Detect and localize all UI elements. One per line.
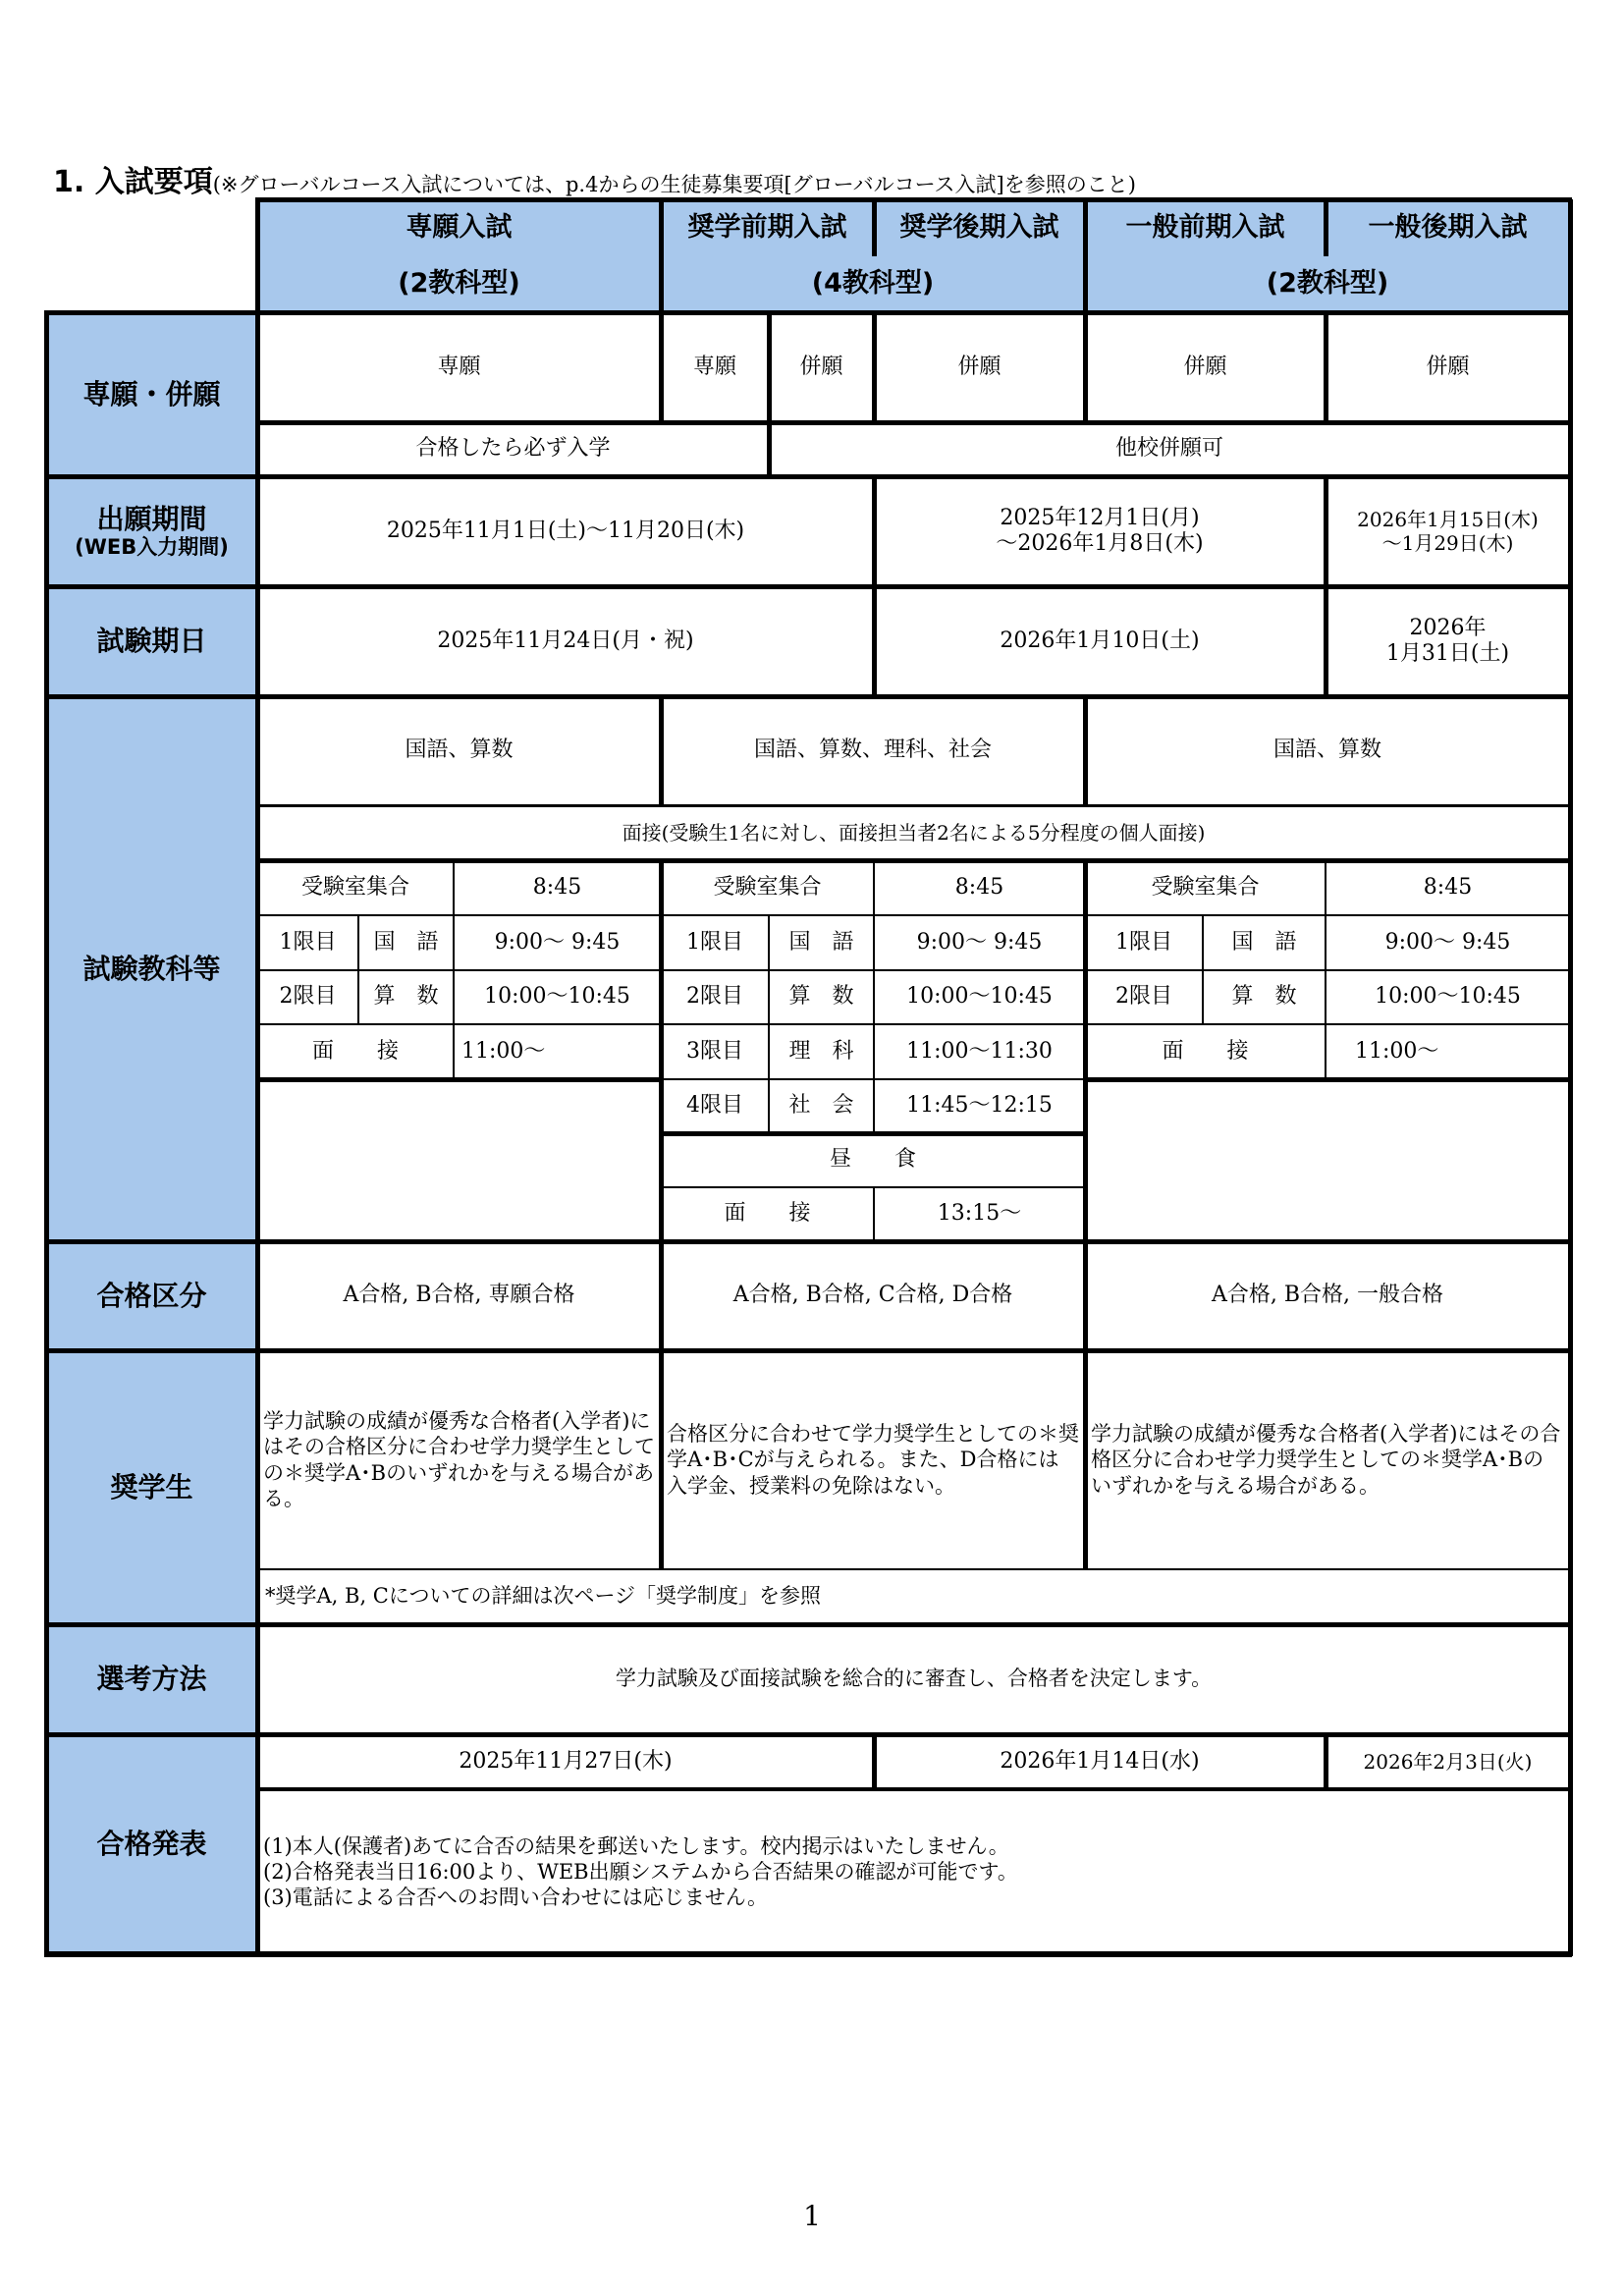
border-v (872, 476, 877, 696)
border-h (257, 1568, 1570, 1570)
border-v (1083, 696, 1088, 805)
schedule-b-subject-3: 理 科 (769, 1024, 874, 1079)
section-title (53, 157, 1136, 200)
border-h (44, 1348, 1572, 1353)
schedule-a-subject-1: 国 語 (358, 915, 454, 970)
senkan-heigan-ippan-zenki: 併願 (1085, 312, 1326, 422)
border-h (44, 1622, 1572, 1627)
announcement-note-2: (2)合格発表当日16:00より、WEB出願システムから合否結果の確認が可能です。 (263, 1859, 1018, 1884)
announcement-date-ippan: 2026年2月3日(火) (1326, 1734, 1570, 1789)
schedule-b-subject-4: 社 会 (769, 1079, 874, 1133)
border-h (661, 1078, 1085, 1080)
border-h (257, 420, 1570, 425)
row-label-senkan-heigan: 専願・併願 (46, 312, 257, 476)
border-h (661, 1023, 1085, 1025)
schedule-c-subject-2: 算 数 (1203, 970, 1326, 1024)
header-ippan-koki: 一般後期入試 (1326, 199, 1570, 256)
announcement-date-shogaku: 2026年1月14日(水) (874, 1734, 1326, 1789)
schedule-c-period-1: 1限目 (1085, 915, 1203, 970)
scholarship-note: *奨学A, B, Cについての詳細は次ページ「奨学制度」を参照 (257, 1569, 1570, 1624)
schedule-a-empty (257, 1079, 661, 1241)
border-v (659, 199, 664, 312)
schedule-b-period-2: 2限目 (661, 970, 769, 1024)
heigan-note: 他校併願可 (769, 422, 1570, 476)
border-h (257, 1077, 661, 1082)
border-h (661, 914, 1085, 916)
application-period-ippan (1326, 476, 1570, 586)
border-h (255, 197, 1572, 202)
announcement-note-1: (1)本人(保護者)あてに合否の結果を郵送いたします。校内掲示はいたしません。 (263, 1833, 1009, 1858)
border-h (44, 310, 1572, 315)
border-h (661, 1131, 1085, 1136)
exam-date-ippan (1326, 586, 1570, 696)
application-period-shogaku-line2: ～2026年1月8日(木) (996, 531, 1204, 556)
application-period-ippan-line1: 2026年1月15日(木) (1357, 508, 1539, 531)
border-v (659, 860, 664, 1241)
schedule-a-interview-time: 11:00～ (454, 1024, 661, 1079)
border-v (1083, 312, 1088, 422)
schedule-a-gather-time: 8:45 (454, 860, 661, 915)
senkan-heigan-shogaku-zenki-heigan: 併願 (769, 312, 874, 422)
header-shogaku-type: (4教科型) (661, 256, 1085, 312)
application-period-label: 出願期間 (96, 502, 207, 535)
border-v (1083, 199, 1088, 312)
pass-category-senkan: A合格, B合格, 専願合格 (257, 1241, 661, 1350)
border-v (1324, 1734, 1328, 1789)
border-h (661, 1186, 1085, 1188)
row-label-application-period (46, 476, 257, 586)
border-h (257, 969, 661, 971)
border-v (659, 696, 664, 805)
schedule-b-time-3: 11:00～11:30 (874, 1024, 1085, 1079)
schedule-c-period-2: 2限目 (1085, 970, 1203, 1024)
section-note: (※グローバルコース入試については、p.4からの生徒募集要項[グローバルコース入試]を参照のこと) (212, 173, 1136, 196)
schedule-c-subject-1: 国 語 (1203, 915, 1326, 970)
schedule-b-subject-2: 算 数 (769, 970, 874, 1024)
border-h (1085, 914, 1570, 916)
schedule-b-interview-time: 13:15～ (874, 1187, 1085, 1241)
exam-date-senkan: 2025年11月24日(月・祝) (257, 586, 874, 696)
page-number: 1 (803, 2200, 821, 2232)
border-v (1083, 1241, 1088, 1569)
interview-note: 面接(受験生1名に対し、面接担当者2名による5分程度の個人面接) (257, 805, 1570, 860)
row-label-selection: 選考方法 (46, 1624, 257, 1734)
announcement-notes (257, 1789, 1570, 1954)
schedule-b-interview-label: 面 接 (661, 1187, 874, 1241)
border-h (1085, 969, 1570, 971)
border-v (659, 312, 664, 422)
border-v (873, 1187, 875, 1241)
border-h (44, 584, 1572, 589)
announcement-note-3: (3)電話による合否へのお問い合わせには応じません。 (263, 1886, 769, 1910)
border-h (44, 1951, 1572, 1957)
header-ippan-zenki: 一般前期入試 (1085, 199, 1326, 256)
border-h (44, 474, 1572, 479)
schedule-b-time-2: 10:00～10:45 (874, 970, 1085, 1024)
border-h (257, 1023, 661, 1025)
exam-date-ippan-line2: 1月31日(土) (1385, 641, 1510, 666)
border-v (872, 199, 877, 256)
border-v (1324, 476, 1328, 696)
schedule-b-subject-1: 国 語 (769, 915, 874, 970)
schedule-c-gather-time: 8:45 (1326, 860, 1570, 915)
border-h (44, 694, 1572, 699)
schedule-a-period-2: 2限目 (257, 970, 358, 1024)
pass-category-ippan: A合格, B合格, 一般合格 (1085, 1241, 1570, 1350)
border-v (872, 1734, 877, 1789)
header-shogaku-zenki: 奨学前期入試 (661, 199, 874, 256)
header-senkan-name: 専願入試 (257, 199, 661, 256)
border-h (257, 804, 1570, 807)
border-h (44, 1239, 1572, 1244)
schedule-b-period-4: 4限目 (661, 1079, 769, 1133)
border-h (257, 1787, 1570, 1791)
senkan-note: 合格したら必ず入学 (257, 422, 769, 476)
schedule-b-period-3: 3限目 (661, 1024, 769, 1079)
row-label-subjects: 試験教科等 (46, 696, 257, 1241)
exam-date-shogaku: 2026年1月10日(土) (874, 586, 1326, 696)
scholarship-senkan: 学力試験の成績が優秀な合格者(入学者)にはその合格区分に合わせ学力奨学生としての＊奨学A･Bのいずれかを与える場合がある。 (257, 1350, 661, 1569)
schedule-a-time-1: 9:00～ 9:45 (454, 915, 661, 970)
header-ippan-type: (2教科型) (1085, 256, 1570, 312)
scholarship-shogaku: 合格区分に合わせて学力奨学生としての＊奨学A･B･Cが与えられる。また、D合格には入学金、授業料の免除はない。 (661, 1350, 1085, 1569)
application-period-shogaku (874, 476, 1326, 586)
schedule-a-period-1: 1限目 (257, 915, 358, 970)
schedule-b-time-1: 9:00～ 9:45 (874, 915, 1085, 970)
row-label-announcement: 合格発表 (46, 1734, 257, 1954)
application-period-ippan-line2: ～1月29日(木) (1381, 531, 1514, 555)
schedule-b-gather-time: 8:45 (874, 860, 1085, 915)
border-v (1324, 199, 1328, 256)
border-v (873, 860, 875, 1133)
schedule-c-interview-label: 面 接 (1085, 1024, 1326, 1079)
border-v (767, 312, 772, 476)
schedule-b-lunch: 昼 食 (661, 1133, 1085, 1187)
schedule-b-period-1: 1限目 (661, 915, 769, 970)
pass-category-shogaku: A合格, B合格, C合格, D合格 (661, 1241, 1085, 1350)
subjects-ippan: 国語、算数 (1085, 696, 1570, 805)
schedule-c-time-2: 10:00～10:45 (1326, 970, 1570, 1024)
row-label-pass-category: 合格区分 (46, 1241, 257, 1350)
schedule-c-interview-time: 11:00～ (1326, 1024, 1570, 1079)
announcement-date-senkan: 2025年11月27日(木) (257, 1734, 874, 1789)
schedule-c-gather-label: 受験室集合 (1085, 860, 1326, 915)
senkan-heigan-shogaku-zenki-senkan: 専願 (661, 312, 769, 422)
schedule-a-time-2: 10:00～10:45 (454, 970, 661, 1024)
schedule-c-empty (1085, 1079, 1570, 1241)
application-period-shogaku-line1: 2025年12月1日(月) (1000, 505, 1200, 530)
header-senkan-type: (2教科型) (257, 256, 661, 312)
senkan-heigan-ippan-koki: 併願 (1326, 312, 1570, 422)
application-period-sublabel: (WEB入力期間) (75, 535, 229, 560)
selection-text: 学力試験及び面接試験を総合的に審査し、合格者を決定します。 (257, 1624, 1570, 1734)
border-v (1083, 860, 1088, 1241)
subjects-shogaku: 国語、算数、理科、社会 (661, 696, 1085, 805)
border-h (661, 969, 1085, 971)
border-h (1085, 1023, 1570, 1025)
exam-date-ippan-line1: 2026年 (1409, 615, 1487, 640)
row-label-exam-date: 試験期日 (46, 586, 257, 696)
schedule-c-time-1: 9:00～ 9:45 (1326, 915, 1570, 970)
border-v (44, 312, 49, 1956)
row-label-scholarship: 奨学生 (46, 1350, 257, 1624)
border-h (257, 914, 661, 916)
border-v (1324, 312, 1328, 422)
senkan-heigan-shogaku-koki: 併願 (874, 312, 1085, 422)
header-shogaku-koki: 奨学後期入試 (874, 199, 1085, 256)
scholarship-ippan: 学力試験の成績が優秀な合格者(入学者)にはその合格区分に合わせ学力奨学生としての＊奨学A･Bのいずれかを与える場合がある。 (1085, 1350, 1570, 1569)
schedule-b-time-4: 11:45～12:15 (874, 1079, 1085, 1133)
border-v (659, 1241, 664, 1569)
border-h (44, 1732, 1572, 1737)
schedule-b-gather-label: 受験室集合 (661, 860, 874, 915)
schedule-a-subject-2: 算 数 (358, 970, 454, 1024)
senkan-heigan-senkan: 専願 (257, 312, 661, 422)
subjects-senkan: 国語、算数 (257, 696, 661, 805)
schedule-a-gather-label: 受験室集合 (257, 860, 454, 915)
border-h (1085, 1077, 1570, 1082)
schedule-a-interview-label: 面 接 (257, 1024, 454, 1079)
section-heading: 1. 入試要項 (53, 165, 213, 199)
border-v (872, 312, 877, 422)
application-period-senkan: 2025年11月1日(土)～11月20日(木) (257, 476, 874, 586)
